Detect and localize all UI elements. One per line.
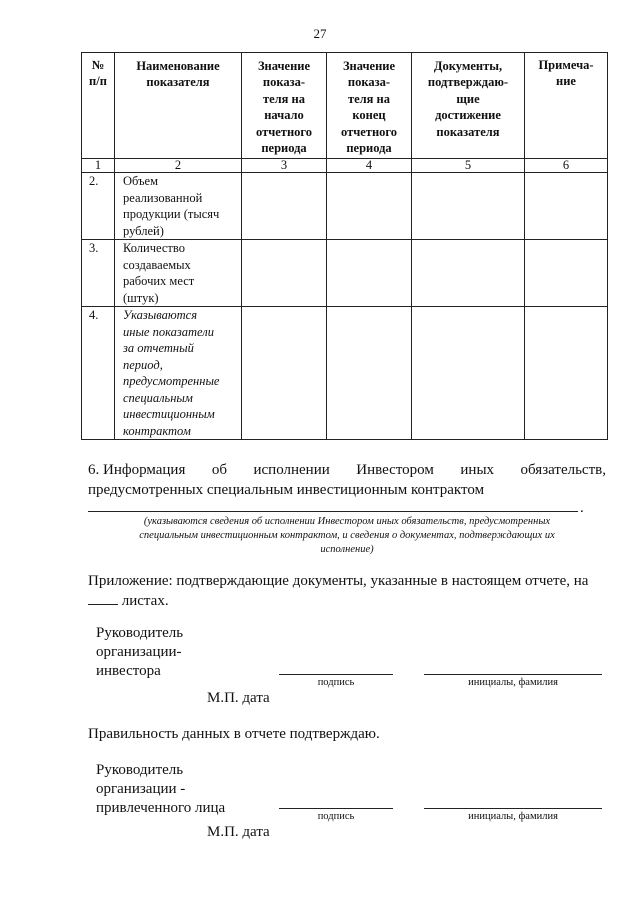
signature-line[interactable]: [279, 673, 393, 675]
signature-caption: подпись: [317, 677, 355, 688]
section-6-heading: 6. Информация об исполнении Инвестором иных обязательств, предусмотренных специальным инвестиционным контрактом: [88, 462, 606, 498]
row-number: 2.: [82, 173, 115, 240]
stamp-date: М.П. дата: [207, 824, 270, 840]
documents-cell[interactable]: [412, 173, 525, 240]
documents-cell[interactable]: [412, 240, 525, 307]
column-number: 1: [82, 159, 115, 173]
value-start-cell[interactable]: [242, 240, 327, 307]
attachment-note: Приложение: подтверждающие документы, указанные в настоящем отчете, на листах.: [88, 573, 589, 609]
row-number: 4.: [82, 307, 115, 440]
table-header-row: [82, 53, 608, 159]
name-line[interactable]: [424, 807, 602, 809]
header-num: № п/п: [82, 53, 115, 159]
signer-attracted-label: Руководитель организации - привлеченного лица: [96, 762, 226, 816]
value-end-cell[interactable]: [327, 173, 412, 240]
value-start-cell[interactable]: [242, 307, 327, 440]
column-number: 6: [525, 159, 608, 173]
name-caption: инициалы, фамилия: [468, 811, 558, 822]
row-indicator-name: Количество создаваемых рабочих мест (штук): [115, 240, 242, 307]
indicators-table: [81, 52, 608, 440]
column-number: 4: [327, 159, 412, 173]
row-indicator-name: Объем реализованной продукции (тысяч рублей): [115, 173, 242, 240]
header-name: Наименование показателя: [115, 53, 242, 159]
header-value-start: Значение показа- теля на начало отчетного периода: [242, 53, 327, 159]
signature-line[interactable]: [279, 807, 393, 809]
table-row: [82, 240, 608, 307]
name-line[interactable]: [424, 673, 602, 675]
notes-cell[interactable]: [525, 307, 608, 440]
table-row: [82, 173, 608, 240]
notes-cell[interactable]: [525, 173, 608, 240]
column-number: 3: [242, 159, 327, 173]
table-row: [82, 307, 608, 440]
page-number: 27: [313, 26, 327, 41]
obligations-fill-line[interactable]: [88, 509, 578, 512]
confirmation-text: Правильность данных в отчете подтверждаю.: [88, 726, 380, 742]
name-caption: инициалы, фамилия: [468, 677, 558, 688]
header-documents: Документы, подтверждаю- щие достижение показателя: [412, 53, 525, 159]
signature-caption: подпись: [317, 811, 355, 822]
signer-investor-label: Руководитель организации- инвестора: [96, 625, 184, 679]
column-number: 5: [412, 159, 525, 173]
column-number-row: [82, 159, 608, 173]
header-notes: Примеча- ние: [525, 53, 608, 159]
section-6-line-2: предусмотренных специальным инвестиционным контрактом: [88, 482, 485, 498]
header-value-end: Значение показа- теля на конец отчетного периода: [327, 53, 412, 159]
row-indicator-name: Указываются иные показатели за отчетный период, предусмотренные специальным инвестиционным контрактом: [115, 307, 242, 440]
documents-cell[interactable]: [412, 307, 525, 440]
notes-cell[interactable]: [525, 240, 608, 307]
obligations-hint: (указываются сведения об исполнении Инвестором иных обязательств, предусмотренных специальным инвестиционным контрактом, и сведения о документах, подтверждающих их исполнение): [139, 516, 555, 555]
sheet-count-blank[interactable]: [88, 591, 118, 605]
value-end-cell[interactable]: [327, 307, 412, 440]
stamp-date: М.П. дата: [207, 690, 270, 706]
value-end-cell[interactable]: [327, 240, 412, 307]
fill-line-period: .: [580, 500, 584, 516]
row-number: 3.: [82, 240, 115, 307]
column-number: 2: [115, 159, 242, 173]
value-start-cell[interactable]: [242, 173, 327, 240]
